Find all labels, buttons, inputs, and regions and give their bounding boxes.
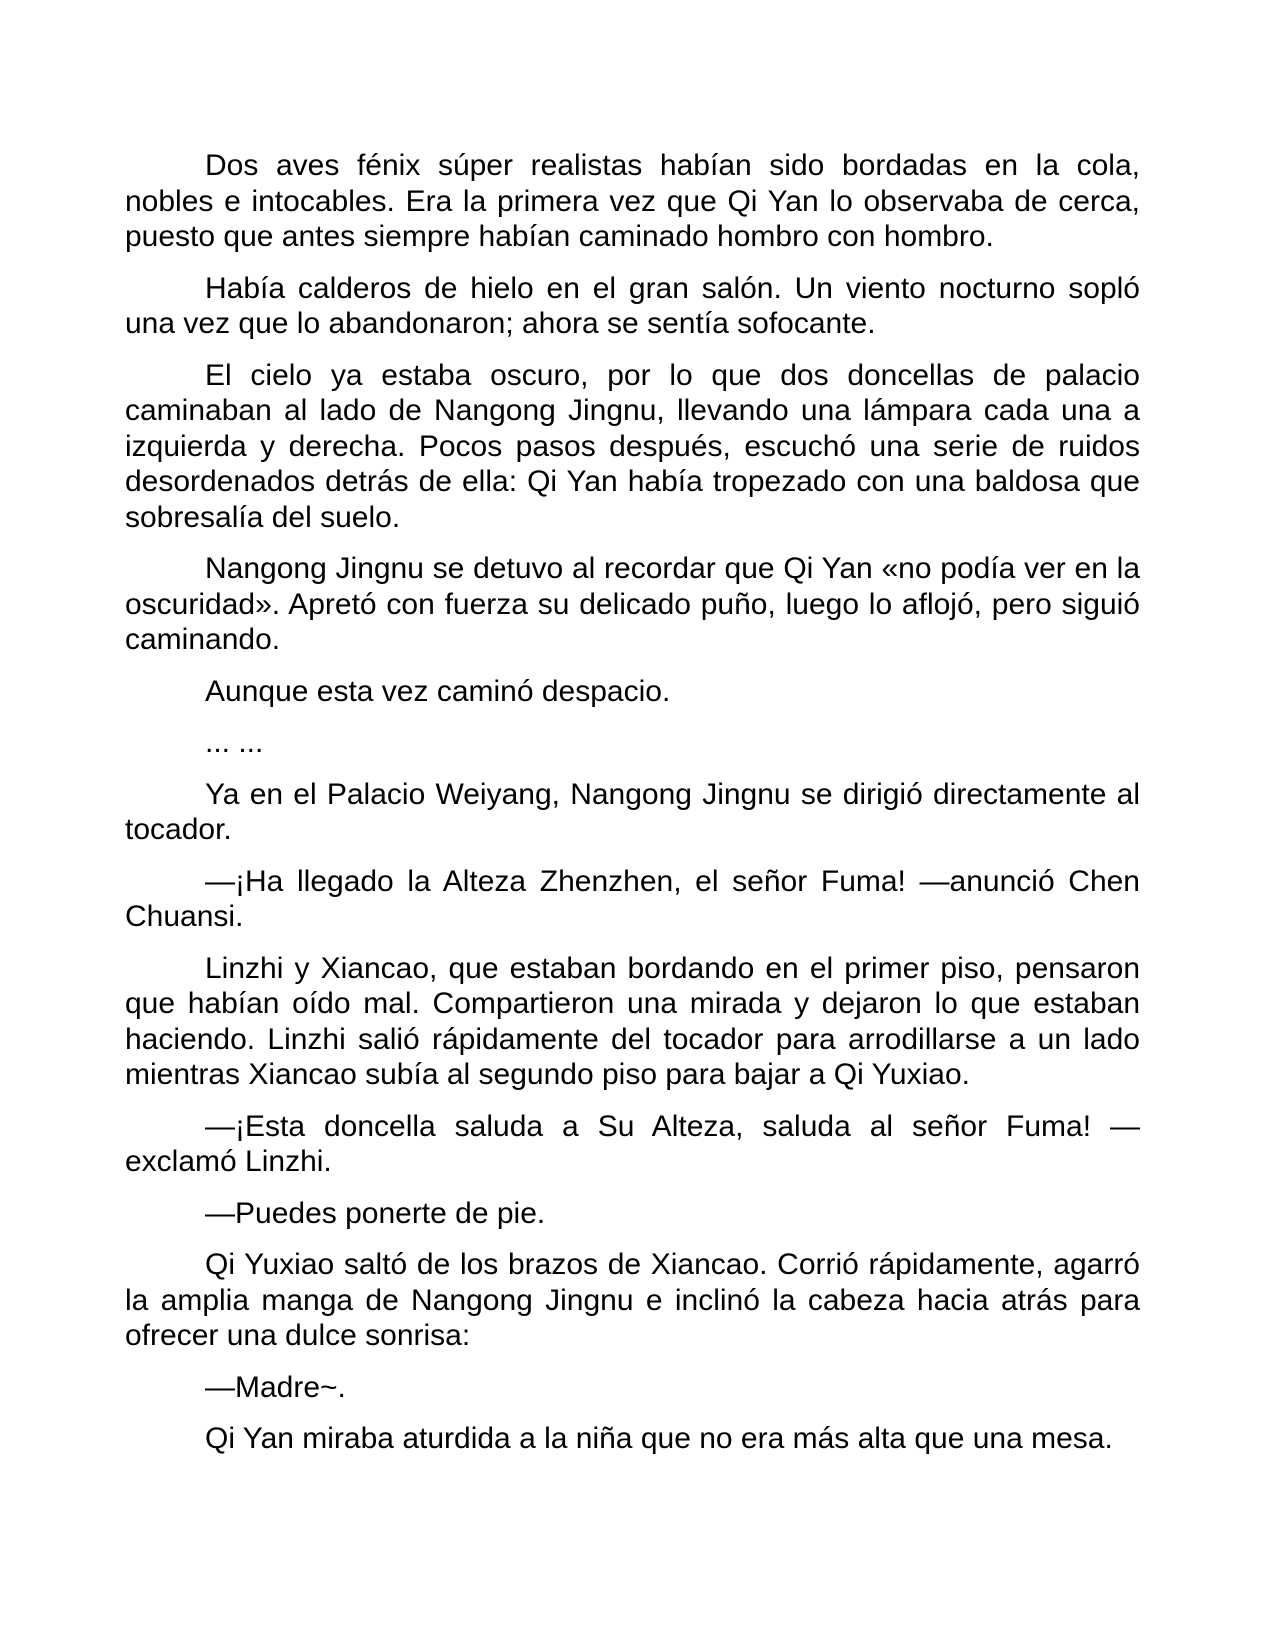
paragraph-5: Aunque esta vez caminó despacio. <box>205 674 671 708</box>
paragraph-10: —¡Esta doncella saluda a Su Alteza, saluda al señor Fuma! —exclamó Linzhi. <box>125 1109 1140 1178</box>
section-break: ... ... <box>205 726 264 759</box>
document-body <box>125 148 1140 1473</box>
paragraph-14: Qi Yan miraba aturdida a la niña que no era más alta que una mesa. <box>205 1422 1113 1455</box>
paragraph-12: Qi Yuxiao saltó de los brazos de Xiancao. Corrió rápidamente, agarró la amplia manga de Nangong Jingnu e inclinó la cabeza hacia atrás para ofrecer una dulce sonrisa: <box>125 1248 1140 1352</box>
paragraph-2: Había calderos de hielo en el gran salón. Un viento nocturno sopló una vez que lo abandonaron; ahora se sentía sofocante. <box>125 271 1140 340</box>
paragraph-7: Ya en el Palacio Weiyang, Nangong Jingnu se dirigió directamente al tocador. <box>125 777 1140 846</box>
paragraph-9: Linzhi y Xiancao, que estaban bordando en el primer piso, pensaron que habían oído mal. Compartieron una mirada y dejaron lo que estaban haciendo. Linzhi salió rápidamente del tocador para arrodillarse a un lado mientras Xiancao subía al segundo piso para bajar a Qi Yuxiao. <box>125 951 1140 1091</box>
paragraph-3: El cielo ya estaba oscuro, por lo que dos doncellas de palacio caminaban al lado de Nangong Jingnu, llevando una lámpara cada una a izquierda y derecha. Pocos pasos después, escuchó una serie de ruidos desordenados detrás de ella: Qi Yan había tropezado con una baldosa que sobresalía del suelo. <box>125 358 1140 534</box>
paragraph-4: Nangong Jingnu se detuvo al recordar que Qi Yan «no podía ver en la oscuridad». Apretó con fuerza su delicado puño, luego lo aflojó, pero siguió caminando. <box>125 552 1140 656</box>
paragraph-1: Dos aves fénix súper realistas habían sido bordadas en la cola, nobles e intocables. Era la primera vez que Qi Yan lo observaba de cerca, puesto que antes siempre habían caminado hombro con hombro. <box>125 149 1140 253</box>
paragraph-11: —Puedes ponerte de pie. <box>205 1196 546 1230</box>
paragraph-8: —¡Ha llegado la Alteza Zhenzhen, el señor Fuma! —anunció Chen Chuansi. <box>125 864 1140 933</box>
paragraph-13: —Madre~. <box>205 1370 346 1404</box>
